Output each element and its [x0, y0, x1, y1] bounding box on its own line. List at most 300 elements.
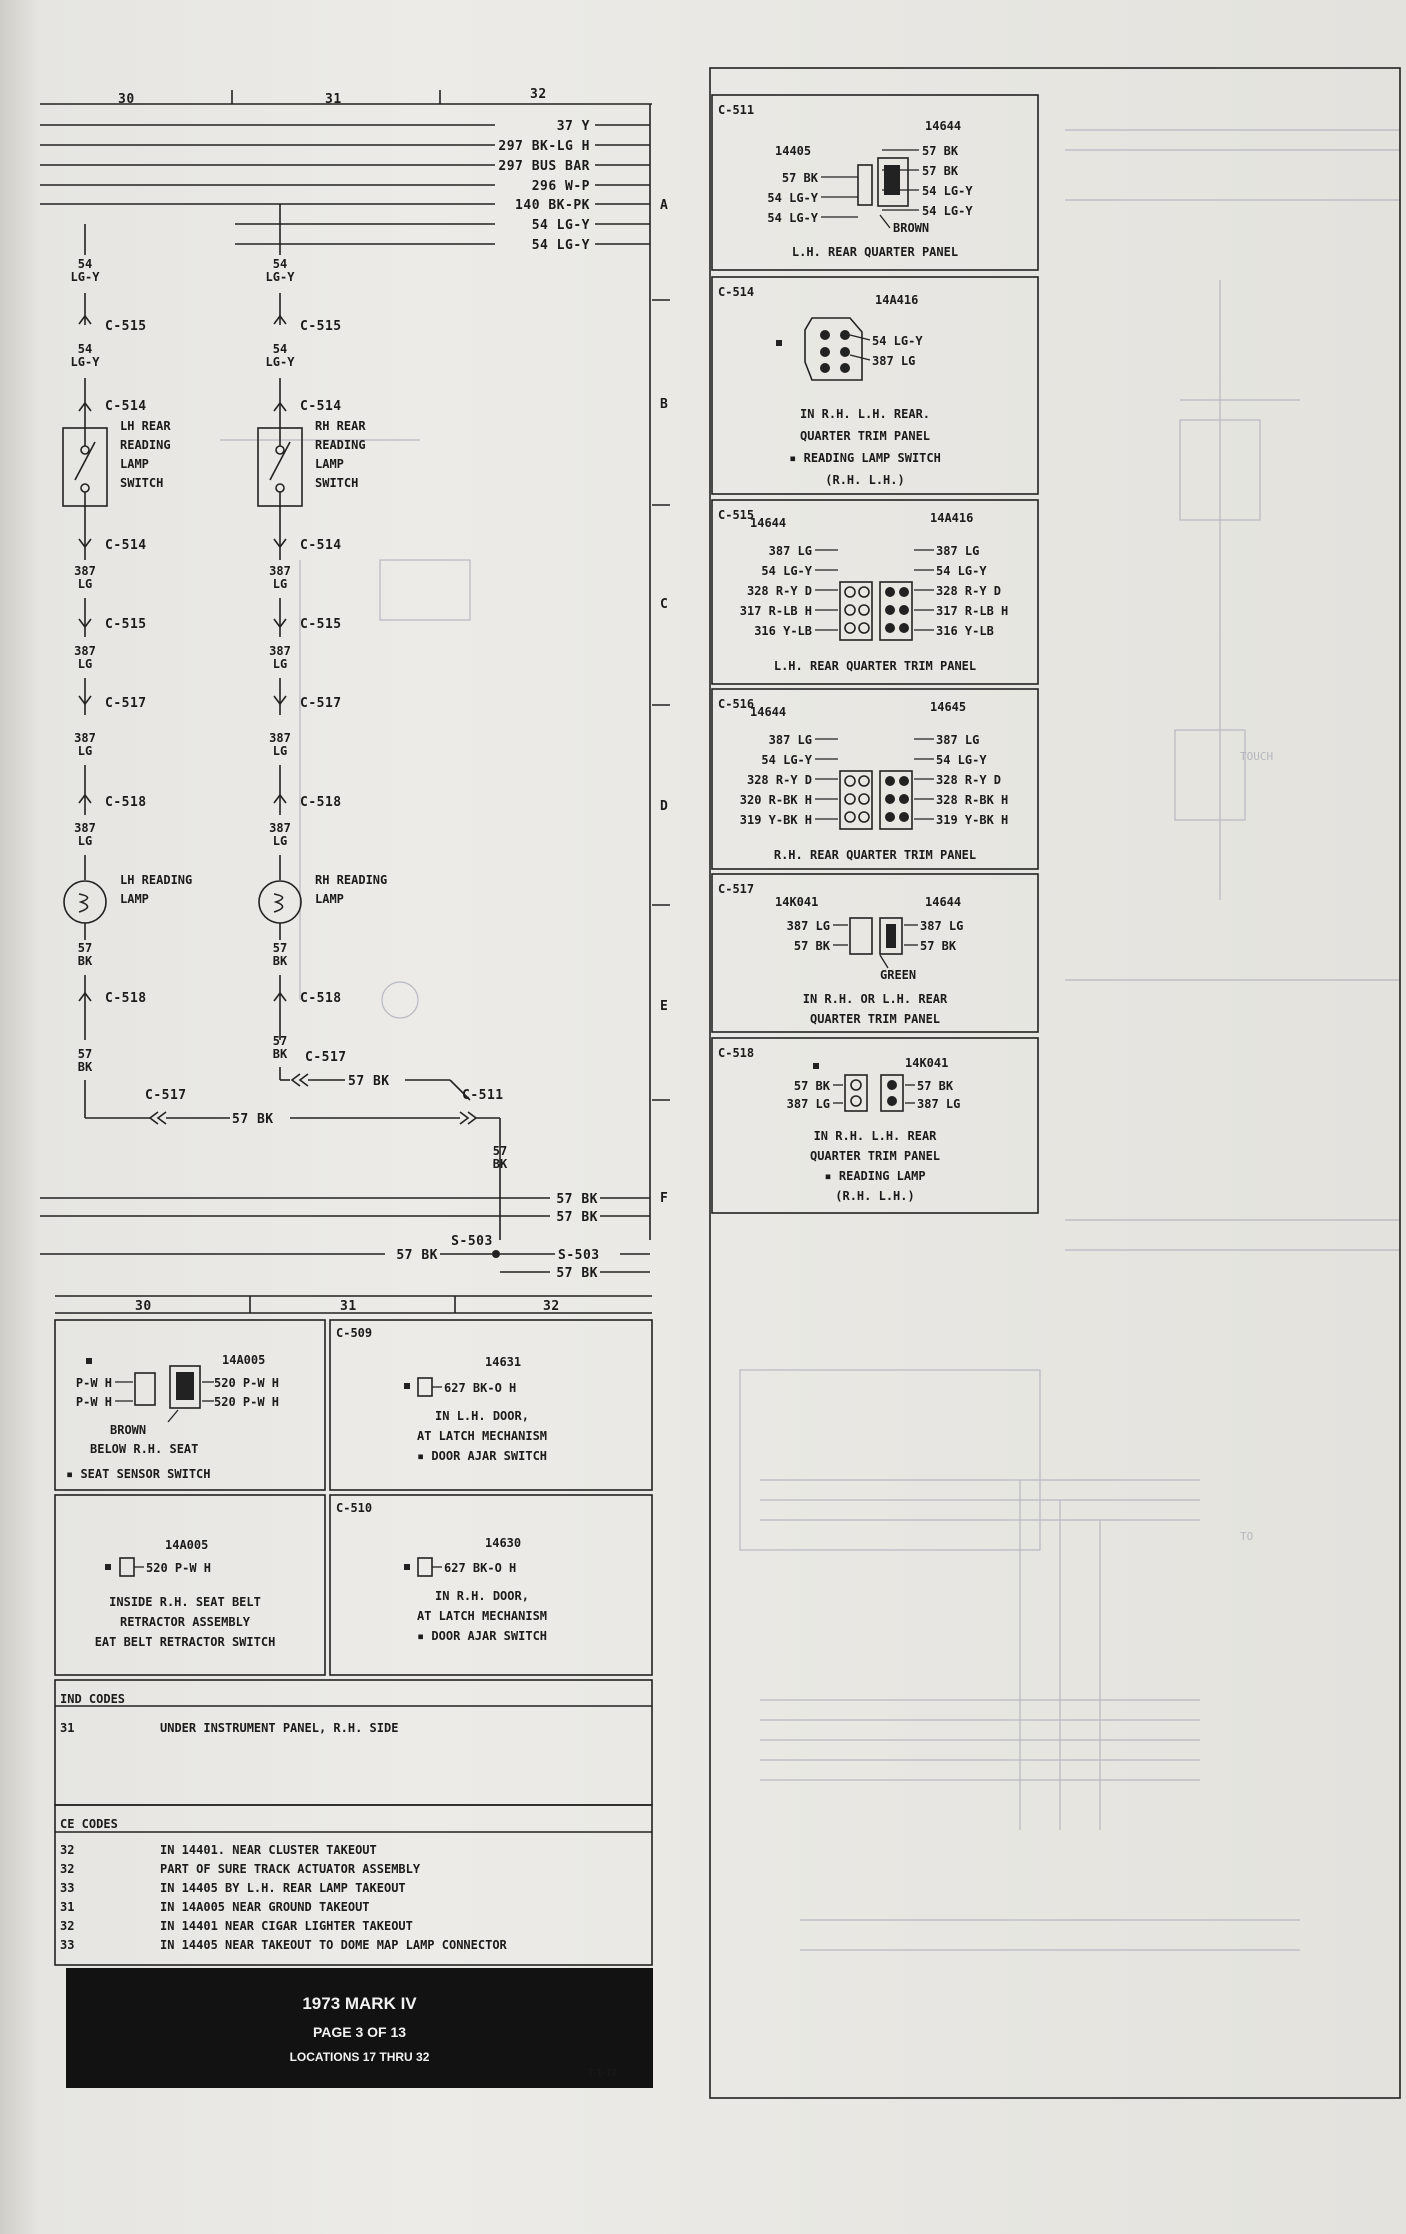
connector-pin — [840, 330, 850, 340]
pin-label: 54 LG-Y — [761, 564, 812, 578]
connector-pin — [845, 605, 855, 615]
connector-pin — [820, 347, 830, 357]
bottom-column-header — [55, 1296, 652, 1314]
connector-pin — [840, 347, 850, 357]
pin-label: 320 R-BK H — [739, 793, 812, 807]
wire-gauge: 57 — [77, 941, 93, 955]
connector-pin — [899, 794, 909, 804]
connector-id: C-516 — [718, 697, 755, 711]
connector-id: C-515 — [105, 617, 147, 632]
splice-code-location: IN 14405 NEAR TAKEOUT TO DOME MAP LAMP CONNECTOR — [160, 1938, 507, 1952]
connector-location: ▪ DOOR AJAR SWITCH — [416, 1449, 548, 1463]
bus-wires — [40, 119, 650, 253]
connector-location: IN R.H. DOOR, — [435, 1589, 529, 1603]
splice-dot — [492, 1250, 500, 1258]
connector-id: C-518 — [105, 795, 147, 810]
connector-id: C-510 — [336, 1501, 373, 1515]
splice-code: 32 — [60, 1919, 75, 1933]
connector-id: C-509 — [336, 1326, 373, 1340]
svg-text:TO: TO — [1240, 1530, 1254, 1543]
connector-pin — [887, 1080, 897, 1090]
wire-label: 57 BK — [232, 1112, 274, 1127]
splice-code: 32 — [60, 1862, 75, 1876]
column-number: 30 — [135, 1299, 152, 1314]
bus-wire-label: 297 BK-LG H — [498, 139, 590, 154]
ground-code: 31 — [60, 1721, 75, 1735]
connector-pin — [845, 794, 855, 804]
pin-label: 54 LG-Y — [761, 753, 812, 767]
connector-id: C-514 — [105, 399, 147, 414]
connector-location: L.H. REAR QUARTER TRIM PANEL — [773, 659, 977, 673]
connector-location: AT LATCH MECHANISM — [416, 1429, 548, 1443]
connector-id: C-517 — [718, 882, 755, 896]
wire-gauge: 54 — [272, 257, 288, 271]
revision-date: 7-1-72 — [588, 2068, 617, 2079]
pin-label: 57 BK — [917, 1079, 954, 1093]
connector-pin — [859, 587, 869, 597]
connector-view-c-518 — [712, 1038, 1038, 1213]
pin-label: 54 LG-Y — [922, 184, 973, 198]
wire-label: 57 BK — [348, 1074, 390, 1089]
connector-id: C-514 — [718, 285, 755, 299]
switch-label: LH REAR — [120, 419, 171, 433]
part-number: 14644 — [750, 516, 787, 530]
pin-label: 387 LG — [872, 354, 916, 368]
pin-label: 54 LG-Y — [922, 204, 973, 218]
connector-location: EAT BELT RETRACTOR SWITCH — [94, 1635, 276, 1649]
codes-tables — [55, 1680, 652, 1965]
part-number: 14K041 — [905, 1056, 949, 1070]
wire-color: BK — [272, 1047, 288, 1061]
wire-color: LG — [272, 577, 288, 591]
pin-label: 387 LG — [768, 544, 812, 558]
bus-wire-label: 54 LG-Y — [531, 238, 590, 253]
pin-label: 57 BK — [781, 171, 818, 185]
connector-view-box — [712, 1038, 1038, 1213]
connector-pin — [859, 812, 869, 822]
part-number: 14644 — [925, 119, 962, 133]
c510-connector — [336, 1501, 547, 1643]
connector-id: C-515 — [718, 508, 755, 522]
connector-location: INSIDE R.H. SEAT BELT — [109, 1595, 261, 1609]
vehicle-title: 1973 MARK IV — [302, 1994, 417, 2013]
bus-wire-label: 54 LG-Y — [531, 218, 590, 233]
connector-location: IN R.H. OR L.H. REAR — [802, 992, 948, 1006]
connector-location: (R.H. L.H.) — [825, 473, 905, 487]
pin-label: 627 BK-O H — [444, 1381, 517, 1395]
title-block — [66, 1968, 653, 2088]
connector-pin — [859, 776, 869, 786]
wire-gauge: 387 — [269, 644, 291, 658]
connector-arrow — [460, 1112, 476, 1124]
connector-view-c-516 — [712, 689, 1038, 869]
bus-wire-label: 140 BK-PK — [515, 198, 590, 213]
wire-gauge: 387 — [269, 821, 291, 835]
splice-code-location: PART OF SURE TRACK ACTUATOR ASSEMBLY — [160, 1862, 421, 1876]
pin-label: 520 P-W H — [146, 1561, 212, 1575]
wire-color: LG-Y — [265, 355, 295, 369]
row-letter: E — [660, 999, 669, 1014]
wire-color: LG — [272, 657, 288, 671]
pin-label: 387 LG — [936, 733, 980, 747]
wire-color: BK — [77, 1060, 93, 1074]
connector-pin — [885, 812, 895, 822]
connector-location: IN R.H. L.H. REAR. — [799, 407, 931, 421]
connector-pin — [845, 776, 855, 786]
ground-codes-header: IND CODES — [60, 1692, 126, 1706]
bullet-marker — [105, 1564, 111, 1570]
connector-pin — [899, 587, 909, 597]
pin-label: 387 LG — [786, 1097, 830, 1111]
connector-id: C-518 — [300, 991, 342, 1006]
bullet-marker — [813, 1063, 819, 1069]
wire-color: LG-Y — [265, 270, 295, 284]
seat-belt-connector — [95, 1538, 276, 1649]
connector-id: C-518 — [718, 1046, 755, 1060]
pin-label: 328 R-Y D — [936, 773, 1002, 787]
part-number: 14645 — [930, 700, 967, 714]
pin-label: 57 BK — [922, 164, 959, 178]
connector-body — [135, 1373, 155, 1405]
pin-label: 57 BK — [793, 1079, 830, 1093]
switch-label: LAMP — [315, 457, 344, 471]
pin-label: 387 LG — [917, 1097, 961, 1111]
connector-arrow — [292, 1074, 308, 1086]
connector-pin — [820, 363, 830, 373]
bus-wire-label: 37 Y — [556, 119, 590, 134]
wire-label: 57 BK — [396, 1248, 438, 1263]
connector-body — [850, 918, 872, 954]
connector-id: C-511 — [462, 1088, 504, 1103]
color-leader — [168, 1410, 178, 1422]
connector-pin — [885, 587, 895, 597]
pin-label: 627 BK-O H — [444, 1561, 517, 1575]
splice-code: 33 — [60, 1938, 75, 1952]
switch-contact — [276, 446, 284, 454]
connector-arrow — [150, 1112, 166, 1124]
housing-color: GREEN — [880, 968, 917, 982]
pin-label: 387 LG — [786, 919, 830, 933]
connector-body — [805, 318, 862, 380]
wire-color: LG — [77, 577, 93, 591]
pin-label: 54 LG-Y — [872, 334, 923, 348]
connector-view-c-514 — [712, 277, 1038, 494]
connector-view-c-515 — [712, 500, 1038, 684]
switch-label: READING — [315, 438, 366, 452]
connector-id: C-517 — [305, 1050, 347, 1065]
connector-pin — [887, 1096, 897, 1106]
pin-label: 520 P-W H — [214, 1395, 280, 1409]
connector-location: (R.H. L.H.) — [835, 1189, 915, 1203]
splice-code: 31 — [60, 1900, 75, 1914]
wire-gauge: 387 — [74, 731, 96, 745]
connector-view-box — [712, 95, 1038, 270]
pin-label: 328 R-BK H — [936, 793, 1009, 807]
wire-gauge: 57 — [272, 1034, 288, 1048]
wire-gauge: 57 — [77, 1047, 93, 1061]
pin-label: 54 LG-Y — [936, 753, 987, 767]
lamp-filament — [274, 894, 283, 912]
c509-connector — [336, 1326, 547, 1463]
switch-label: SWITCH — [315, 476, 359, 490]
part-number: 14A416 — [930, 511, 974, 525]
lamp-filament — [79, 894, 88, 912]
switch-blade — [75, 442, 95, 480]
svg-text:TOUCH: TOUCH — [1240, 750, 1274, 763]
splice-code-location: IN 14405 BY L.H. REAR LAMP TAKEOUT — [160, 1881, 406, 1895]
connector-id: C-514 — [300, 538, 342, 553]
connector-view-c-511 — [712, 95, 1038, 270]
page-number: PAGE 3 OF 13 — [312, 2024, 407, 2040]
wire-gauge: 57 — [492, 1144, 508, 1158]
connector-id: C-515 — [300, 319, 342, 334]
bus-wire-label: 296 W-P — [531, 179, 590, 194]
connector-id: C-515 — [105, 319, 147, 334]
rh-reading-lamp-branch — [258, 204, 387, 1040]
connector-id: C-514 — [105, 538, 147, 553]
bleed-through-wiring — [220, 130, 1400, 1950]
reading-lamp-bulb — [259, 881, 301, 923]
connector-pin — [859, 605, 869, 615]
switch-blade — [270, 442, 290, 480]
pin-label: 54 LG-Y — [767, 191, 818, 205]
wire-gauge: 387 — [74, 821, 96, 835]
wire-color: LG-Y — [70, 270, 100, 284]
wire-gauge: 387 — [74, 564, 96, 578]
wire-color: LG — [272, 834, 288, 848]
pin-label: 520 P-W H — [214, 1376, 280, 1390]
part-number: 14405 — [775, 144, 812, 158]
c510-view-box — [330, 1495, 652, 1675]
connector-pin — [859, 794, 869, 804]
pin-label: 387 LG — [920, 919, 964, 933]
connector-body — [120, 1558, 134, 1576]
pin-label: 54 LG-Y — [936, 564, 987, 578]
row-letter: D — [660, 799, 669, 814]
connector-location: ▪ SEAT SENSOR SWITCH — [66, 1467, 211, 1481]
wire-color: LG — [77, 744, 93, 758]
column-number: 32 — [530, 87, 547, 102]
pin-label: 57 BK — [793, 939, 830, 953]
part-number: 14A005 — [222, 1353, 266, 1367]
top-column-header — [40, 87, 652, 107]
switch-contact — [81, 484, 89, 492]
splice-code-location: IN 14A005 NEAR GROUND TAKEOUT — [160, 1900, 370, 1914]
ground-codes-box — [55, 1680, 652, 1805]
pin-label: P-W H — [75, 1376, 112, 1390]
splice-code: 32 — [60, 1843, 75, 1857]
connector-location: ▪ DOOR AJAR SWITCH — [416, 1629, 548, 1643]
lamp-label: RH READING — [315, 873, 388, 887]
column-number: 32 — [543, 1299, 560, 1314]
pin-label: 317 R-LB H — [739, 604, 812, 618]
splice-code: 33 — [60, 1881, 75, 1895]
connector-location: IN R.H. L.H. REAR — [813, 1129, 937, 1143]
connector-pin — [899, 605, 909, 615]
bus-wire-label: 297 BUS BAR — [498, 159, 590, 174]
wire-color: BK — [492, 1157, 508, 1171]
part-number: 14630 — [485, 1536, 522, 1550]
connector-pin — [885, 794, 895, 804]
switch-label: LAMP — [120, 457, 149, 471]
wire-color: BK — [272, 954, 288, 968]
bullet-marker — [86, 1358, 92, 1364]
connector-location: QUARTER TRIM PANEL — [799, 429, 931, 443]
column-number: 31 — [340, 1299, 357, 1314]
pin-lead — [850, 355, 870, 360]
pin-label: 328 R-Y D — [746, 773, 812, 787]
connector-location: ▪ READING LAMP SWITCH — [789, 451, 941, 465]
connector-pin — [840, 363, 850, 373]
connector-location: BELOW R.H. SEAT — [90, 1442, 199, 1456]
connector-location: AT LATCH MECHANISM — [416, 1609, 548, 1623]
lh-reading-lamp-branch — [63, 224, 192, 1040]
switch-label: RH REAR — [315, 419, 366, 433]
wire-color: LG — [77, 657, 93, 671]
pin-label: 316 Y-LB — [754, 624, 812, 638]
part-number: 14A005 — [165, 1538, 209, 1552]
connector-pin — [859, 623, 869, 633]
connector-pin — [885, 623, 895, 633]
pin-label: 54 LG-Y — [767, 211, 818, 225]
seat-sensor-connector — [66, 1353, 279, 1481]
connector-location: L.H. REAR QUARTER PANEL — [791, 245, 959, 259]
connector-view-c-517 — [712, 874, 1038, 1032]
connector-id: C-511 — [718, 103, 755, 117]
connector-views — [712, 95, 1038, 1213]
pin-label: 319 Y-BK H — [936, 813, 1009, 827]
connector-view-box — [712, 874, 1038, 1032]
pin-label: 328 R-Y D — [746, 584, 812, 598]
row-letter: B — [660, 397, 669, 412]
wire-label: 57 BK — [556, 1210, 598, 1225]
connector-pin — [899, 812, 909, 822]
connector-location: QUARTER TRIM PANEL — [809, 1012, 941, 1026]
c509-view-box — [330, 1320, 652, 1490]
housing-color: BROWN — [110, 1423, 147, 1437]
splice-code-location: IN 14401 NEAR CIGAR LIGHTER TAKEOUT — [160, 1919, 413, 1933]
switch-label: READING — [120, 438, 171, 452]
part-number: 14644 — [750, 705, 787, 719]
connector-body — [418, 1378, 432, 1396]
switch-label: SWITCH — [120, 476, 164, 490]
connector-location: ▪ READING LAMP — [824, 1169, 926, 1183]
pin-label: 57 BK — [922, 144, 959, 158]
switch-contact — [81, 446, 89, 454]
connector-id: C-517 — [300, 696, 342, 711]
wire-gauge: 54 — [272, 342, 288, 356]
reading-lamp-circuit — [40, 204, 650, 1281]
row-letter: A — [660, 198, 669, 213]
connector-body — [858, 165, 872, 205]
color-leader — [880, 955, 888, 968]
connector-id: C-517 — [145, 1088, 187, 1103]
wire-gauge: 54 — [77, 257, 93, 271]
row-letters — [660, 198, 668, 1206]
lamp-label: LAMP — [315, 892, 344, 906]
part-number: 14K041 — [775, 895, 819, 909]
connector-id: C-515 — [300, 617, 342, 632]
lower-connector-views — [55, 1320, 652, 1675]
pin-label: 316 Y-LB — [936, 624, 994, 638]
wire-color: LG — [77, 834, 93, 848]
connector-pin — [885, 776, 895, 786]
splice-codes-header: CE CODES — [60, 1817, 118, 1831]
connector-location: RETRACTOR ASSEMBLY — [119, 1615, 251, 1629]
pin-label: 317 R-LB H — [936, 604, 1009, 618]
bullet-marker — [776, 340, 782, 346]
pin-label: 387 LG — [768, 733, 812, 747]
lamp-label: LAMP — [120, 892, 149, 906]
wire-gauge: 387 — [74, 644, 96, 658]
splice-label: S-503 — [558, 1248, 600, 1263]
wire-label: 57 BK — [556, 1266, 598, 1281]
connector-pin — [899, 623, 909, 633]
wire-label: 57 BK — [556, 1192, 598, 1207]
bullet-marker — [404, 1564, 410, 1570]
pin-label: P-W H — [75, 1395, 112, 1409]
connector-pin — [820, 330, 830, 340]
wire-color: LG-Y — [70, 355, 100, 369]
part-number: 14631 — [485, 1355, 522, 1369]
wire-gauge: 387 — [269, 564, 291, 578]
splice-label: S-503 — [451, 1234, 493, 1249]
wire-gauge: 57 — [272, 941, 288, 955]
connector-id: C-514 — [300, 399, 342, 414]
column-number: 30 — [118, 92, 135, 107]
connector-body — [418, 1558, 432, 1576]
connector-location: QUARTER TRIM PANEL — [809, 1149, 941, 1163]
pin-label: 319 Y-BK H — [739, 813, 812, 827]
wire-gauge: 387 — [269, 731, 291, 745]
ground-code-location: UNDER INSTRUMENT PANEL, R.H. SIDE — [160, 1721, 399, 1735]
wire-color: BK — [77, 954, 93, 968]
connector-id: C-517 — [105, 696, 147, 711]
part-number: 14644 — [925, 895, 962, 909]
pin-label: 328 R-Y D — [936, 584, 1002, 598]
color-leader — [880, 215, 890, 228]
connector-terminal — [176, 1372, 194, 1400]
connector-pin — [885, 605, 895, 615]
connector-pin — [851, 1080, 861, 1090]
connector-id: C-518 — [105, 991, 147, 1006]
connector-pin — [845, 812, 855, 822]
connector-location: R.H. REAR QUARTER TRIM PANEL — [773, 848, 977, 862]
pin-label: 387 LG — [936, 544, 980, 558]
lamp-label: LH READING — [120, 873, 193, 887]
wire-color: LG — [272, 744, 288, 758]
ground-return-wiring — [40, 1034, 650, 1281]
switch-contact — [276, 484, 284, 492]
connector-pin — [851, 1096, 861, 1106]
wire-gauge: 54 — [77, 342, 93, 356]
connector-pin — [845, 623, 855, 633]
connector-id: C-518 — [300, 795, 342, 810]
reading-lamp-bulb — [64, 881, 106, 923]
pin-label: 57 BK — [920, 939, 957, 953]
splice-code-location: IN 14401. NEAR CLUSTER TAKEOUT — [160, 1843, 377, 1857]
connector-location: IN L.H. DOOR, — [435, 1409, 529, 1423]
row-letter: F — [660, 1191, 669, 1206]
row-letter: C — [660, 597, 669, 612]
housing-color: BROWN — [893, 221, 930, 235]
part-number: 14A416 — [875, 293, 919, 307]
connector-pin — [899, 776, 909, 786]
column-number: 31 — [325, 92, 342, 107]
pin-lead — [850, 335, 870, 340]
connector-terminal — [886, 924, 896, 948]
locations-range: LOCATIONS 17 THRU 32 — [289, 2050, 430, 2064]
